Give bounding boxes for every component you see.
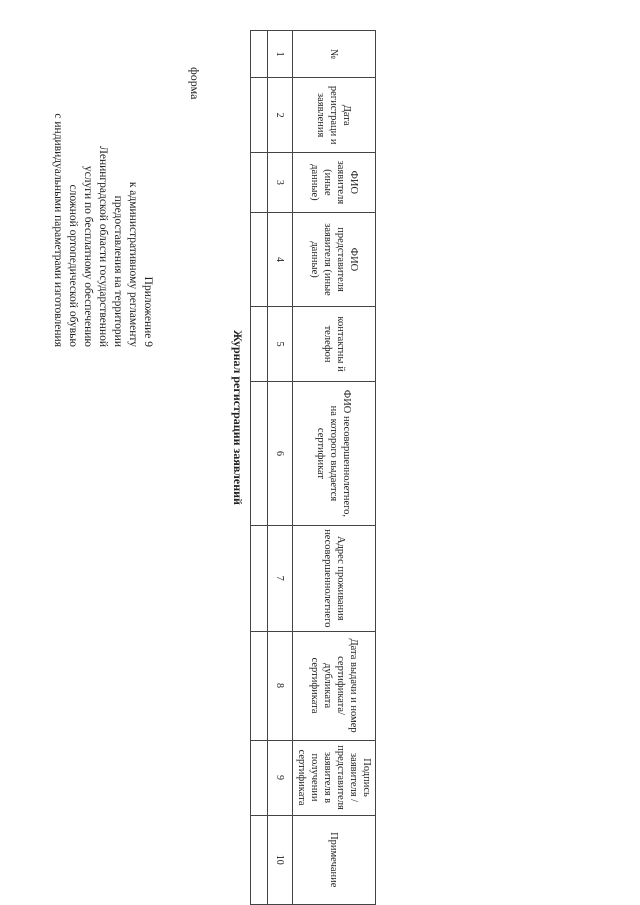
journal-title: Журнал регистрации заявлений [231,330,245,505]
annex-line: сложной ортопедической обувью [67,184,79,347]
empty-cell [251,152,268,212]
empty-cell [251,212,268,307]
header-cell: Дата выдачи и номер сертификата/дубликата сертификата [293,631,376,740]
column-number: 3 [268,152,293,212]
column-number: 4 [268,212,293,307]
header-cell: ФИО заявителя (иные данные) [293,152,376,212]
empty-cell [251,307,268,382]
column-number: 10 [268,815,293,904]
column-number: 8 [268,631,293,740]
annex-line: предоставления на территории [112,195,124,347]
empty-row [251,31,268,905]
column-number: 2 [268,78,293,153]
annex-line: услуги по бесплатному обеспечению [82,165,94,347]
header-cell: Примечание [293,815,376,904]
column-number: 5 [268,307,293,382]
column-number-row [268,31,293,905]
form-label: форма [188,67,202,100]
header-cell: Адрес проживания несовершеннолетнего [293,526,376,631]
empty-cell [251,631,268,740]
header-cell: № [293,31,376,78]
annex-block [50,113,155,347]
empty-cell [251,815,268,904]
header-row [293,31,376,905]
column-number: 9 [268,740,293,815]
registration-table [250,30,376,905]
column-number: 7 [268,526,293,631]
empty-cell [251,526,268,631]
annex-line: с индивидуальными параметрами изготовления [52,113,64,347]
empty-cell [251,381,268,525]
empty-cell [251,740,268,815]
empty-cell [251,78,268,153]
column-number: 6 [268,381,293,525]
header-cell: ФИО несовершеннолетнего, на которого выдается сертификат [293,381,376,525]
header-cell: Дата регистраци и заявления [293,78,376,153]
annex-line: Приложение 9 [142,276,154,347]
annex-line: Ленинградской области государственной [97,146,109,347]
annex-line: к административному регламенту [127,181,139,347]
empty-cell [251,31,268,78]
column-number: 1 [268,31,293,78]
header-cell: Подпись заявителя / представителя заявителя в получении сертификата [293,740,376,815]
header-cell: контактны й телефон [293,307,376,382]
header-cell: ФИО представителя заявителя (иные данные) [293,212,376,307]
